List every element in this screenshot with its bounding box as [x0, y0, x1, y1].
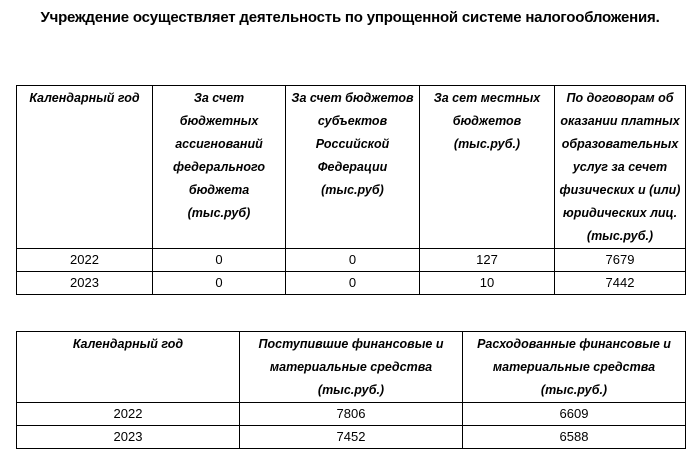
table-cell: 0	[153, 249, 286, 272]
header-regional-budget: За счет бюджетов субъектов Российской Федерации (тыс.руб)	[286, 86, 420, 249]
table-cell: 2022	[17, 249, 153, 272]
header-received-funds: Поступившие финансовые и материальные средства (тыс.руб.)	[240, 332, 463, 403]
header-local-budget: За сет местных бюджетов (тыс.руб.)	[420, 86, 555, 249]
page-title: Учреждение осуществляет деятельность по упрощенной системе налогообложения.	[40, 9, 660, 26]
funding-sources-table	[16, 85, 686, 295]
header-spent-funds: Расходованные финансовые и материальные средства (тыс.руб.)	[463, 332, 686, 403]
table-cell: 2023	[17, 272, 153, 295]
table-cell: 2022	[17, 403, 240, 426]
table-row	[17, 249, 686, 272]
header-year: Календарный год	[17, 332, 240, 403]
table-header-row	[17, 86, 686, 249]
table-cell: 7679	[555, 249, 686, 272]
table-cell: 0	[153, 272, 286, 295]
header-paid-services: По договорам об оказании платных образовательных услуг за сечет физических и (или) юридических лиц. (тыс.руб.)	[555, 86, 686, 249]
table-row	[17, 426, 686, 449]
table-cell: 7806	[240, 403, 463, 426]
table-row	[17, 272, 686, 295]
table-cell: 7442	[555, 272, 686, 295]
table-cell: 127	[420, 249, 555, 272]
table-cell: 6609	[463, 403, 686, 426]
table-row	[17, 403, 686, 426]
table-cell: 7452	[240, 426, 463, 449]
table-header-row	[17, 332, 686, 403]
funds-flow-table	[16, 331, 686, 449]
table-cell: 6588	[463, 426, 686, 449]
table-cell: 0	[286, 272, 420, 295]
table-cell: 2023	[17, 426, 240, 449]
table-cell: 10	[420, 272, 555, 295]
table-cell: 0	[286, 249, 420, 272]
header-year: Календарный год	[17, 86, 153, 249]
header-federal-budget: За счет бюджетных ассигнований федерального бюджета (тыс.руб)	[153, 86, 286, 249]
